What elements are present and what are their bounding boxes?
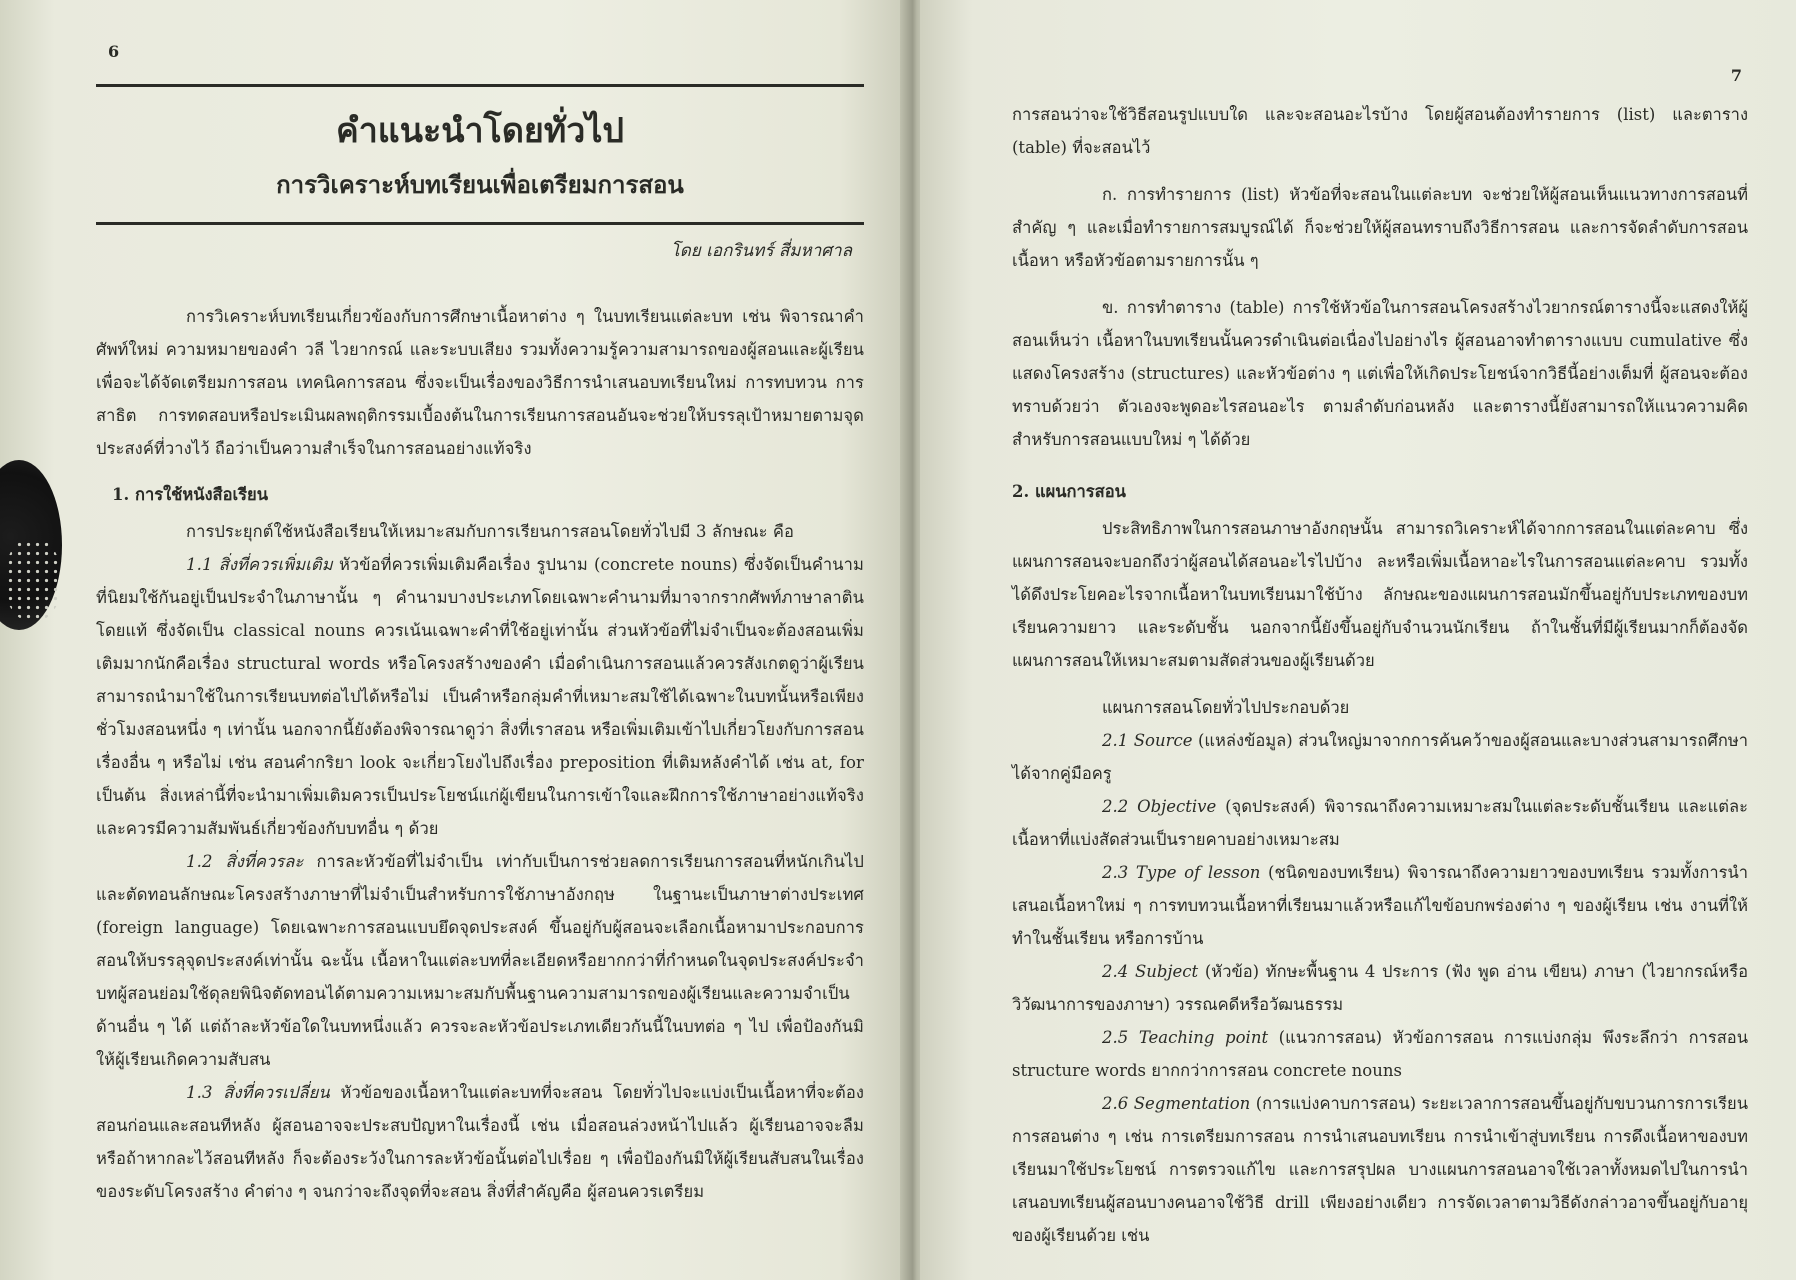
- plan-item: [1012, 856, 1748, 955]
- item-1-2-label: 1.2 สิ่งที่ควรละ: [186, 852, 304, 871]
- item-a: ก. การทำรายการ (list) หัวข้อที่จะสอนในแต่ละบท จะช่วยให้ผู้สอนเห็นแนวทางการสอนที่สำคัญ ๆ และเมื่อทำรายการสมบูรณ์ได้ ก็จะช่วยให้ผู้สอนทราบถึงวิธีการสอน และการจัดลำดับการสอนเนื้อหา หรือหัวข้อตามรายการนั้น ๆ: [1012, 185, 1748, 270]
- plan-item-text: (หัวข้อ) ทักษะพื้นฐาน 4 ประการ (ฟัง พูด อ่าน เขียน) ภาษา (ไวยากรณ์หรือวิวัฒนาการของภาษา) วรรณคดีหรือวัฒนธรรม: [1012, 962, 1748, 1014]
- plan-item-number: 2.6: [1102, 1094, 1134, 1113]
- page-subtitle: การวิเคราะห์บทเรียนเพื่อเตรียมการสอน: [276, 170, 684, 199]
- item-1-1-text: หัวข้อที่ควรเพิ่มเติมคือเรื่อง รูปนาม (concrete nouns) ซึ่งจัดเป็นคำนามที่นิยมใช้กันอยู่เป็นประจำในภาษานั้น ๆ คำนามบางประเภทโดยเฉพาะคำนามที่มาจากรากศัพท์ภาษาลาตินโดยแท้ ซึ่งจัดเป็น classical nouns ควรเน้นเฉพาะคำที่ใช้อยู่เท่านั้น ส่วนหัวข้อที่ไม่จำเป็นจะต้องสอนเพิ่มเติมมากนักคือเรื่อง structural words หรือโครงสร้างของคำ เมื่อดำเนินการสอนแล้วควรสังเกตดูว่าผู้เรียนสามารถนำมาใช้ในการเรียนบทต่อไปได้หรือไม่ เป็นคำหรือกลุ่มคำที่เหมาะสมใช้ได้เฉพาะในบทนั้นหรือเพียงชั่วโมงสอนหนึ่ง ๆ เท่านั้น นอกจากนี้ยังต้องพิจารณาดูว่า สิ่งที่เราสอน หรือเพิ่มเติมเข้าไปเกี่ยวโยงกับการสอนเรื่องอื่น ๆ หรือไม่ เช่น สอนคำกริยา look จะเกี่ยวโยงไปถึงเรื่อง preposition ที่เติมหลังคำได้ เช่น at, for เป็นต้น สิ่งเหล่านี้ที่จะนำมาเพิ่มเติมควรเป็นประโยชน์แก่ผู้เขียนในการเข้าใจและฝึกการใช้ภาษาอย่างแท้จริง และควรมีความสัมพันธ์เกี่ยวข้องกับบทอื่น ๆ ด้วย: [96, 555, 864, 838]
- section1-intro: การประยุกต์ใช้หนังสือเรียนให้เหมาะสมกับการเรียนการสอนโดยทั่วไปมี 3 ลักษณะ คือ: [186, 522, 795, 541]
- plan-item-number: 2.5: [1102, 1028, 1139, 1047]
- item-1-3-label: 1.3 สิ่งที่ควรเปลี่ยน: [186, 1083, 330, 1102]
- page-number-right: 7: [1730, 66, 1742, 85]
- plan-item-text: (จุดประสงค์) พิจารณาถึงความเหมาะสมในแต่ละระดับชั้นเรียน และแต่ละเนื้อหาที่แบ่งสัดส่วนเป็นรายคาบอย่างเหมาะสม: [1012, 797, 1748, 849]
- plan-item: [1012, 955, 1748, 1021]
- plan-item-number: 2.1: [1102, 731, 1134, 750]
- continuation-paragraph: การสอนว่าจะใช้วิธีสอนรูปแบบใด และจะสอนอะไรบ้าง โดยผู้สอนต้องทำรายการ (list) และตาราง (table) ที่จะสอนไว้: [1012, 105, 1748, 157]
- plan-item-term: Segmentation: [1133, 1094, 1256, 1113]
- page-title: คำแนะนำโดยทั่วไป: [335, 111, 625, 151]
- plan-item-number: 2.4: [1102, 962, 1135, 981]
- section-heading-2: 2. แผนการสอน: [1012, 482, 1126, 501]
- plan-item-term: Teaching point: [1138, 1028, 1279, 1047]
- item-1-2: [96, 845, 864, 1076]
- plan-item: [1012, 790, 1748, 856]
- lesson-plan-items: [1012, 724, 1748, 1252]
- plan-item-term: Objective: [1137, 797, 1226, 816]
- page-number-left: 6: [108, 42, 120, 61]
- title-rule-top: [96, 84, 864, 87]
- plan-item-number: 2.3: [1102, 863, 1136, 882]
- plan-item-number: 2.2: [1102, 797, 1138, 816]
- item-1-3: [96, 1076, 864, 1208]
- plan-item-text: (การแบ่งคาบการสอน) ระยะเวลาการสอนขึ้นอยู่กับขบวนการการเรียนการสอนต่าง ๆ เช่น การเตรียมการสอน การนำเสนอบทเรียน การนำเข้าสู่บทเรียน การดึงเนื้อหาของบทเรียนมาใช้ประโยชน์ การตรวจแก้ไข และการสรุปผล บางแผนการสอนอาจใช้เวลาทั้งหมดไปในการนำเสนอบทเรียนผู้สอนบางคนอาจใช้วิธี drill เพียงอย่างเดียว การจัดเวลาตามวิธีดังกล่าวอาจขึ้นอยู่กับอายุของผู้เรียนด้วย เช่น: [1012, 1094, 1748, 1245]
- item-1-1-label: 1.1 สิ่งที่ควรเพิ่มเติม: [186, 555, 333, 574]
- plan-item-text: (แนวการสอน) หัวข้อการสอน การแบ่งกลุ่ม พึงระลึกว่า การสอน structure words ยากกว่าการสอน concrete nouns: [1012, 1028, 1748, 1080]
- title-block: [96, 103, 864, 204]
- item-1-2-text: การละหัวข้อที่ไม่จำเป็น เท่ากับเป็นการช่วยลดการเรียนการสอนที่หนักเกินไป และตัดทอนลักษณะโครงสร้างภาษาที่ไม่จำเป็นสำหรับการใช้ภาษาอังกฤษ ในฐานะเป็นภาษาต่างประเทศ (foreign language) โดยเฉพาะการสอนแบบยึดจุดประสงค์ ขึ้นอยู่กับผู้สอนจะเลือกเนื้อหามาประกอบการสอนให้บรรลุจุดประสงค์เท่านั้น ฉะนั้น เนื้อหาในแต่ละบทที่ละเอียดหรือยากกว่าที่กำหนดในจุดประสงค์ประจำบทผู้สอนย่อมใช้ดุลยพินิจตัดทอนได้ตามความเหมาะสมกับพื้นฐานความสามารถของผู้เรียนและความจำเป็นด้านอื่น ๆ ได้ แต่ถ้าละหัวข้อใดในบทหนึ่งแล้ว ควรจะละหัวข้อประเภทเดียวกันนี้ในบทต่อ ๆ ไป เพื่อป้องกันมิให้ผู้เรียนเกิดความสับสน: [96, 852, 864, 1069]
- intro-paragraph: การวิเคราะห์บทเรียนเกี่ยวข้องกับการศึกษาเนื้อหาต่าง ๆ ในบทเรียนแต่ละบท เช่น พิจารณาคำศัพท์ใหม่ ความหมายของคำ วลี ไวยากรณ์ และระบบเสียง รวมทั้งความรู้ความสามารถของผู้สอนและผู้เรียน เพื่อจะได้จัดเตรียมการสอน เทคนิคการสอน ซึ่งจะเป็นเรื่องของวิธีการนำเสนอบทเรียนใหม่ การทบทวน การสาธิต การทดสอบหรือประเมินผลพฤติกรรมเบื้องต้นในการเรียนการสอนอันจะช่วยให้บรรลุเป้าหมายตามจุดประสงค์ที่วางไว้ ถือว่าเป็นความสำเร็จในการสอนอย่างแท้จริง: [96, 307, 864, 458]
- item-1-1: [96, 548, 864, 845]
- author-line: โดย เอกรินทร์ สี่มหาศาล: [670, 241, 852, 261]
- right-page: [920, 0, 1796, 1280]
- section-heading-1: 1. การใช้หนังสือเรียน: [112, 485, 268, 504]
- plan-item: [1012, 1021, 1748, 1087]
- plan-item-text: (แหล่งข้อมูล) ส่วนใหญ่มาจากการค้นคว้าของผู้สอนและบางส่วนสามารถศึกษาได้จากคู่มือครู: [1012, 731, 1748, 783]
- plan-item-text: (ชนิดของบทเรียน) พิจารณาถึงความยาวของบทเรียน รวมทั้งการนำเสนอเนื้อหาใหม่ ๆ การทบทวนเนื้อหาที่เรียนมาแล้วหรือแก้ไขข้อบกพร่องต่าง ๆ ของผู้เรียน เช่น งานที่ให้ทำในชั้นเรียน หรือการบ้าน: [1012, 863, 1748, 948]
- plan-item-term: Type of lesson: [1135, 863, 1269, 882]
- plan-item-term: Source: [1133, 731, 1198, 750]
- section2-lead: แผนการสอนโดยทั่วไปประกอบด้วย: [1102, 698, 1350, 717]
- plan-item: [1012, 1087, 1748, 1252]
- section2-intro: ประสิทธิภาพในการสอนภาษาอังกฤษนั้น สามารถวิเคราะห์ได้จากการสอนในแต่ละคาบ ซึ่งแผนการสอนจะบอกถึงว่าผู้สอนได้สอนอะไรไปบ้าง ละหรือเพิ่มเนื้อหาอะไรในการสอนแต่ละคาบ รวมทั้งได้ดึงประโยคอะไรจากเนื้อหาในบทเรียนมาใช้บ้าง ลักษณะของแผนการสอนมักขึ้นอยู่กับประเภทของบทเรียนความยาว และระดับชั้น นอกจากนี้ยังขึ้นอยู่กับจำนวนนักเรียน ถ้าในชั้นที่มีผู้เรียนมากก็ต้องจัดแผนการสอนให้เหมาะสมตามสัดส่วนของผู้เรียนด้วย: [1012, 519, 1748, 670]
- item-b: ข. การทำตาราง (table) การใช้หัวข้อในการสอนโครงสร้างไวยากรณ์ตารางนี้จะแสดงให้ผู้สอนเห็นว่า เนื้อหาในบทเรียนนั้นควรดำเนินต่อเนื่องไปอย่างไร ผู้สอนอาจทำตารางแบบ cumulative ซึ่งแสดงโครงสร้าง (structures) และหัวข้อต่าง ๆ แต่เพื่อให้เกิดประโยชน์จากวิธีนี้อย่างเต็มที่ ผู้สอนจะต้องทราบด้วยว่า ตัวเองจะพูดอะไรสอนอะไร ตามลำดับก่อนหลัง และตารางนี้ยังสามารถให้แนวความคิดสำหรับการสอนแบบใหม่ ๆ ได้ด้วย: [1012, 298, 1748, 449]
- binder-clip-pattern: [6, 540, 60, 620]
- title-rule-bottom: [96, 222, 864, 225]
- plan-item: [1012, 724, 1748, 790]
- plan-item-term: Subject: [1134, 962, 1205, 981]
- item-1-3-text: หัวข้อของเนื้อหาในแต่ละบทที่จะสอน โดยทั่วไปจะแบ่งเป็นเนื้อหาที่จะต้องสอนก่อนและสอนทีหลัง ผู้สอนอาจจะประสบปัญหาในเรื่องนี้ เช่น เมื่อสอนล่วงหน้าไปแล้ว ผู้เรียนอาจจะลืมหรือถ้าหากละไว้สอนทีหลัง ก็จะต้องระวังในการละหัวข้อนั้นต่อไปเรื่อย ๆ เพื่อป้องกันมิให้ผู้เรียนสับสนในเรื่องของระดับโครงสร้าง คำต่าง ๆ จนกว่าจะถึงจุดที่จะสอน สิ่งที่สำคัญคือ ผู้สอนควรเตรียม: [96, 1083, 864, 1201]
